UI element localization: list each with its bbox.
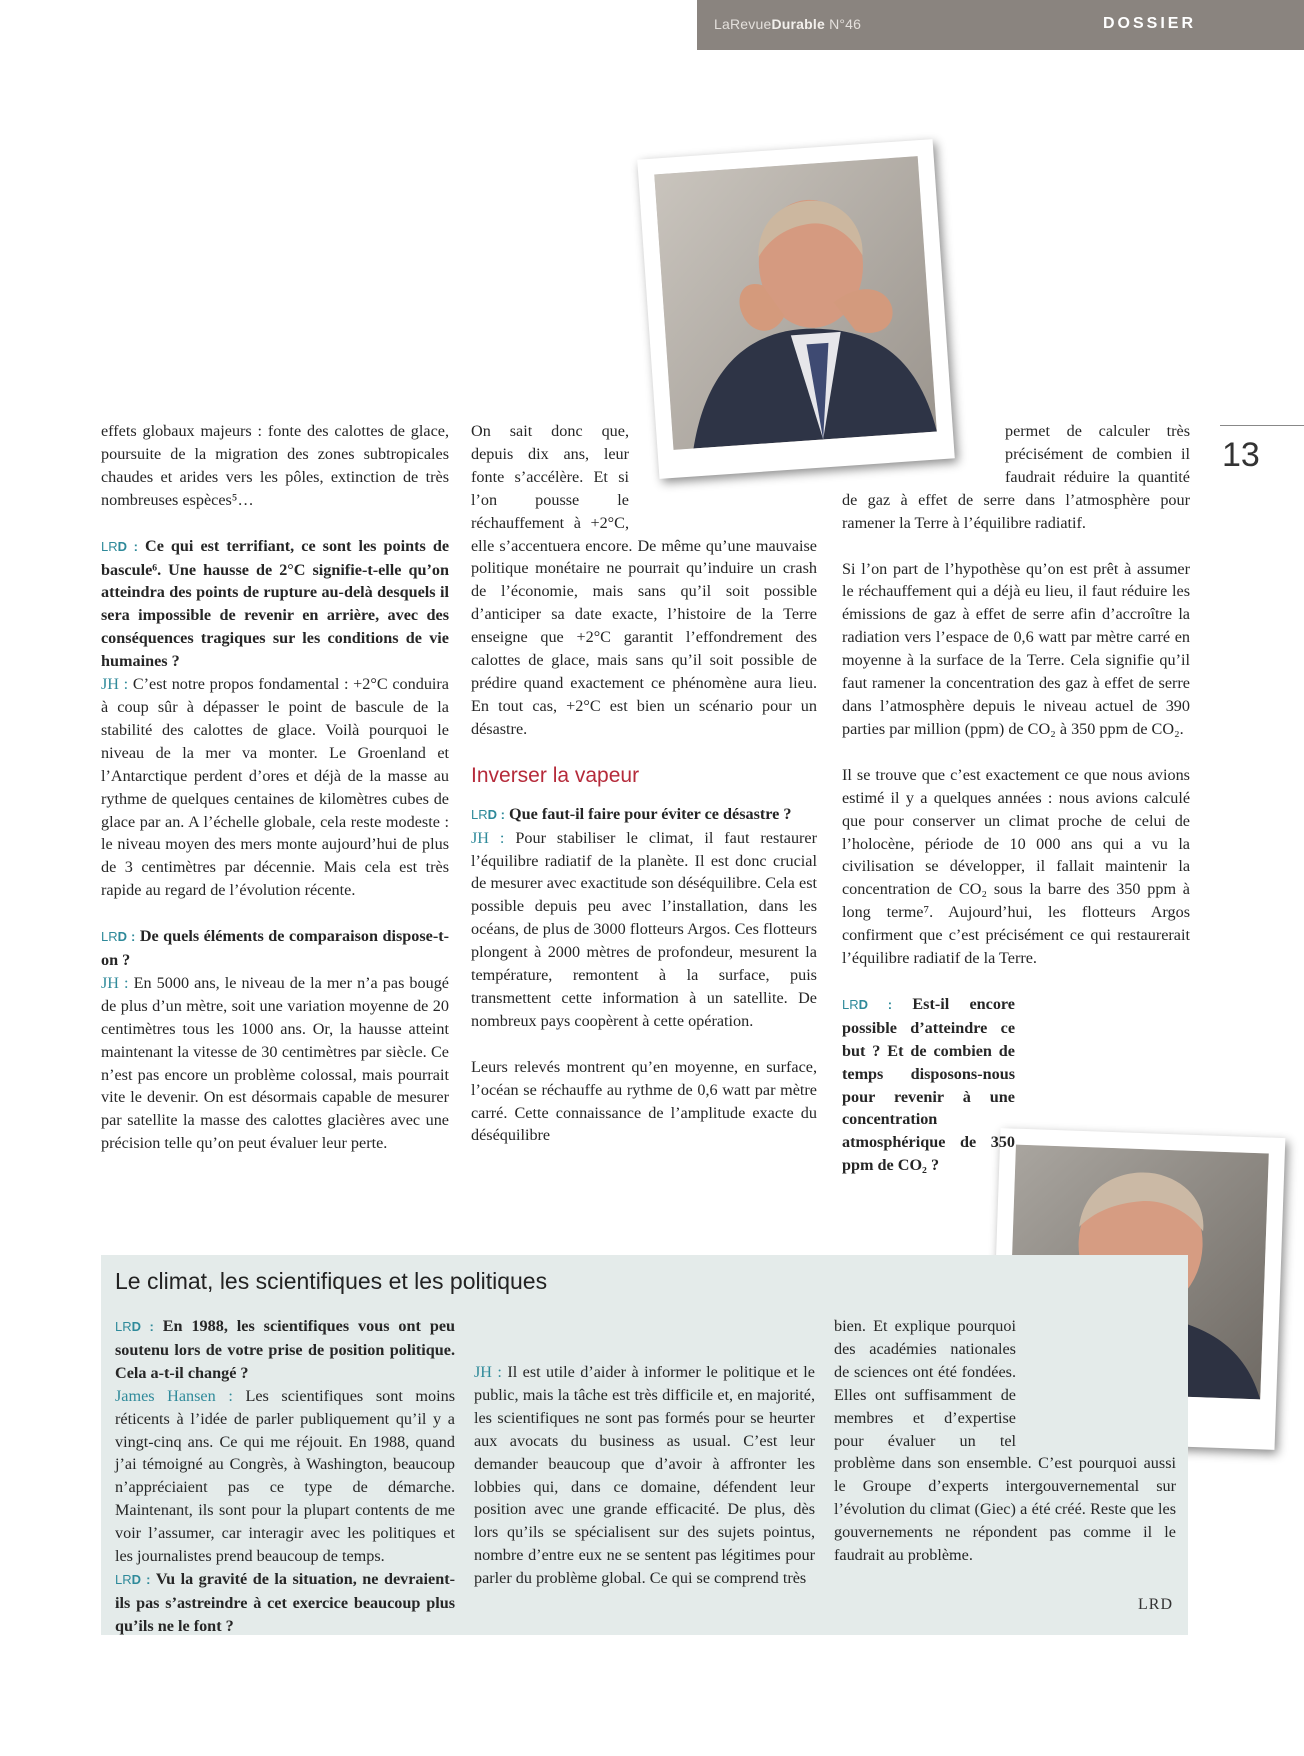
speaker-label-jh: JH : <box>471 828 505 847</box>
interview-question <box>101 535 449 673</box>
paragraph: Leurs relevés montrent qu’en moyenne, en surface, l’océan se réchauffe au rythme de 0,6 watt par mètre carré. Cette connaissance de l’amplitude exacte du déséquilibre <box>471 1057 817 1145</box>
speaker-label-lrd <box>101 929 135 944</box>
interview-question <box>101 925 449 972</box>
paragraph: Il se trouve que c’est exactement ce que nous avions estimé il y a quelques années : nous avions calculé que pour conserver un climat proche de celui de l’holocène, période de 10 000 ans qui a vu la civilisation se développer, il fallait maintenir la concentration de CO₂ sous la barre des 350 ppm à long terme⁷. Aujourd’hui, les flotteurs Argos confirment que c’est précisément ce qui restaurerait l’équilibre radiatif de la Terre. <box>842 765 1190 968</box>
interview-answer <box>101 673 449 902</box>
article-column-2 <box>471 420 817 1147</box>
question-text: De quels éléments de comparaison dispose-t-on ? <box>101 927 449 970</box>
paragraph: bien. Et explique pourquoi des académies nationales de sciences ont été fondées. Elles ont suffisamment de membres et d’expertise pour évaluer un tel problème dans son ensemble. C’est pourquoi aussi le Groupe d’experts intergouvernemental sur l’évolution du climat (Giec) a été créé. Reste que les gouvernements ne répondent pas comme il le faudrait au problème. <box>834 1317 1176 1565</box>
paragraph: Si l’on part de l’hypothèse qu’on est prêt à assumer le réchauffement qui a déjà eu lieu, il faut réduire les émissions de gaz à effet de serre afin d’accroître la radiation vers l’espace de 0,6 watt par mètre carré en moyenne à la surface de la Terre. Cela signifie qu’il faut ramener la concentration des gaz à effet de serre dans l’atmosphère depuis le niveau actuel de 390 parties par million (ppm) de CO₂ à 350 ppm de CO₂. <box>842 559 1190 738</box>
section-subheading: Inverser la vapeur <box>471 763 640 787</box>
article-column-3 <box>842 420 1190 1177</box>
interview-question <box>115 1315 455 1385</box>
interview-question <box>115 1568 455 1638</box>
paragraph: permet de calculer très précisément de combien il faudrait réduire la quantité de gaz à effet de serre dans l’atmosphère pour ramener la Terre à l’équilibre radiatif. <box>842 422 1190 532</box>
sidebar-title: Le climat, les scientifiques et les politiques <box>115 1268 548 1294</box>
speaker-label-lrd <box>115 1572 150 1587</box>
magazine-name <box>714 16 861 32</box>
sidebar-column-1 <box>115 1315 455 1638</box>
photo-wrap-space <box>1015 1038 1190 1158</box>
speaker-label-lrd <box>842 997 892 1012</box>
interview-answer <box>115 1385 455 1568</box>
portrait-illustration <box>654 156 937 450</box>
speaker-label-jh: JH : <box>474 1363 502 1381</box>
interview-answer <box>474 1361 815 1590</box>
photo-wrap-space <box>1016 1315 1176 1450</box>
sidebar-column-2 <box>474 1361 815 1590</box>
label-part: LR <box>101 929 118 945</box>
answer-text: Il est utile d’aider à informer le politique et le public, mais la tâche est très difficile et, en majorité, les scientifiques ne sont pas formés pour se heurter aux avocats du business as usual. C’est leur demander beaucoup que d’avoir à affronter les lobbies qui, dans ce domaine, défendent leur position avec une grande efficacité. De plus, dès lors qu’ils se spécialisent sur des sujets pointus, nombre d’entre eux ne se sentent pas légitimes pour parler du problème global. Ce qui se comprend très <box>474 1363 815 1588</box>
speaker-label-lrd <box>101 539 138 554</box>
section-label: DOSSIER <box>1103 15 1197 32</box>
page-number: 13 <box>1222 436 1260 474</box>
page-number-rule <box>1220 425 1304 426</box>
paragraph: effets globaux majeurs : fonte des calottes de glace, poursuite de la migration des zones subtropicales chaudes et arides vers les pôles, extinction de très nombreuses espèces⁵… <box>101 422 449 509</box>
answer-text: Pour stabiliser le climat, il faut restaurer l’équilibre radiatif de la planète. Il est donc crucial de mesurer avec exactitude son déséquilibre. Cela est possible depuis peu avec l’installation, dans les océans, de plus de 3000 flotteurs Argos. Ces flotteurs plongent à 2000 mètres de profondeur, mesurent la température, remontent à la surface, puis transmettent cette information à un satellite. De nombreux pays coopèrent à cette opération. <box>471 828 818 1030</box>
label-part: LR <box>115 1319 132 1334</box>
label-part: LR <box>471 806 488 822</box>
article-column-1 <box>101 420 449 1155</box>
question-text: Ce qui est terrifiant, ce sont les points de bascule⁶. Une hausse de 2°C signifie-t-elle qu’on atteindra des points de rupture au-delà desquels il sera impossible de revenir en arrière, avec des conséquences tragiques sur les conditions de vie humaines ? <box>101 536 450 671</box>
label-part: D : <box>131 1319 154 1334</box>
photo-wrap-space <box>629 420 817 530</box>
speaker-label-hansen: James Hansen : <box>115 1386 233 1405</box>
label-part: D : <box>858 996 893 1012</box>
answer-text: Les scientifiques sont moins réticents à l’idée de parler publiquement qu’il y a vingt-cinq ans. Ce qui me réjouit. En 1988, quand j’ai témoigné au Congrès, à Washington, beaucoup n’appréciaient pas ce type de démarche. Maintenant, ils sont pour la plupart contents de me voir l’assumer, car interagir avec les politiques et les journalistes prend beaucoup de temps. <box>115 1386 456 1566</box>
question-text: Est-il encore possible d’atteindre ce but ? Et de combien de temps disposons-nous pour revenir à une concentration atmosphérique de 350 ppm de CO₂ ? <box>842 994 1015 1175</box>
label-part: LR <box>842 996 859 1012</box>
issue-number: N°46 <box>824 16 862 32</box>
answer-text: En 5000 ans, le niveau de la mer n’a pas bougé de plus d’un mètre, soit une variation moyenne de 20 centimètres tous les 1000 ans. Or, la hausse atteint maintenant la vitesse de 30 centimètres par siècle. Ce n’est pas encore un problème colossal, mais pourrait vite le devenir. On est désormais capable de mesurer par satellite la masse des calottes glacières avec une précision telle qu’on peut évaluer leur perte. <box>101 973 449 1153</box>
magazine-prefix: LaRevue <box>714 16 772 32</box>
page-header <box>697 0 1304 50</box>
label-part: D : <box>131 1571 151 1587</box>
interview-question <box>471 803 817 827</box>
sidebar-signature: LRD <box>1138 1596 1173 1613</box>
question-text: Que faut-il faire pour éviter ce désastre ? <box>509 804 792 823</box>
photo-wrap-space <box>842 420 1005 488</box>
speaker-label-jh: JH : <box>101 675 129 694</box>
label-part: D : <box>117 538 138 554</box>
paragraph: On sait donc que, depuis dix ans, leur fonte s’accélère. Et si l’on pousse le réchauffement à +2°C, elle s’accentuera encore. De même qu’une mauvaise politique monétaire ne pourrait qu’induire un crash de l’économie, mais sans qu’il soit possible d’anticiper sa date exacte, l’histoire de la Terre enseigne que +2°C garantit l’effondrement des calottes de glace, mais sans qu’il soit possible de prédire quand exactement ce phénomène aura lieu. En tout cas, +2°C est bien un scénario pour un désastre. <box>471 422 817 738</box>
interview-answer <box>101 972 449 1155</box>
speaker-label-lrd <box>115 1319 154 1334</box>
question-text: Vu la gravité de la situation, ne devraient-ils pas s’astreindre à cet exercice beaucoup plus qu’ils ne le font ? <box>115 1569 455 1635</box>
question-text: En 1988, les scientifiques vous ont peu soutenu lors de votre prise de position politique. Cela a-t-il changé ? <box>115 1317 456 1382</box>
label-part: D : <box>117 929 136 945</box>
sidebar-column-3 <box>834 1315 1176 1567</box>
interview-answer <box>471 827 817 1033</box>
label-part: LR <box>115 1571 132 1587</box>
label-part: D : <box>487 806 505 822</box>
magazine-name-bold: Durable <box>771 16 825 32</box>
answer-text: C’est notre propos fondamental : +2°C conduira à coup sûr à dépasser le point de bascule de la stabilité des calottes de glace. Voilà pourquoi le niveau de la mer va monter. Le Groenland et l’Antarctique perdent d’ores et déjà de la masse au rythme de quelques centaines de kilomètres cubes de glace par an. A l’échelle globale, cela reste modeste : le niveau moyen des mers monte aujourd’hui de plus de 3 centimètres par décennie. Mais cela est très rapide au regard de l’évolution récente. <box>101 675 449 900</box>
label-part: LR <box>101 538 118 554</box>
photo-image <box>654 156 937 450</box>
speaker-label-jh: JH : <box>101 973 129 992</box>
speaker-label-lrd <box>471 807 505 822</box>
